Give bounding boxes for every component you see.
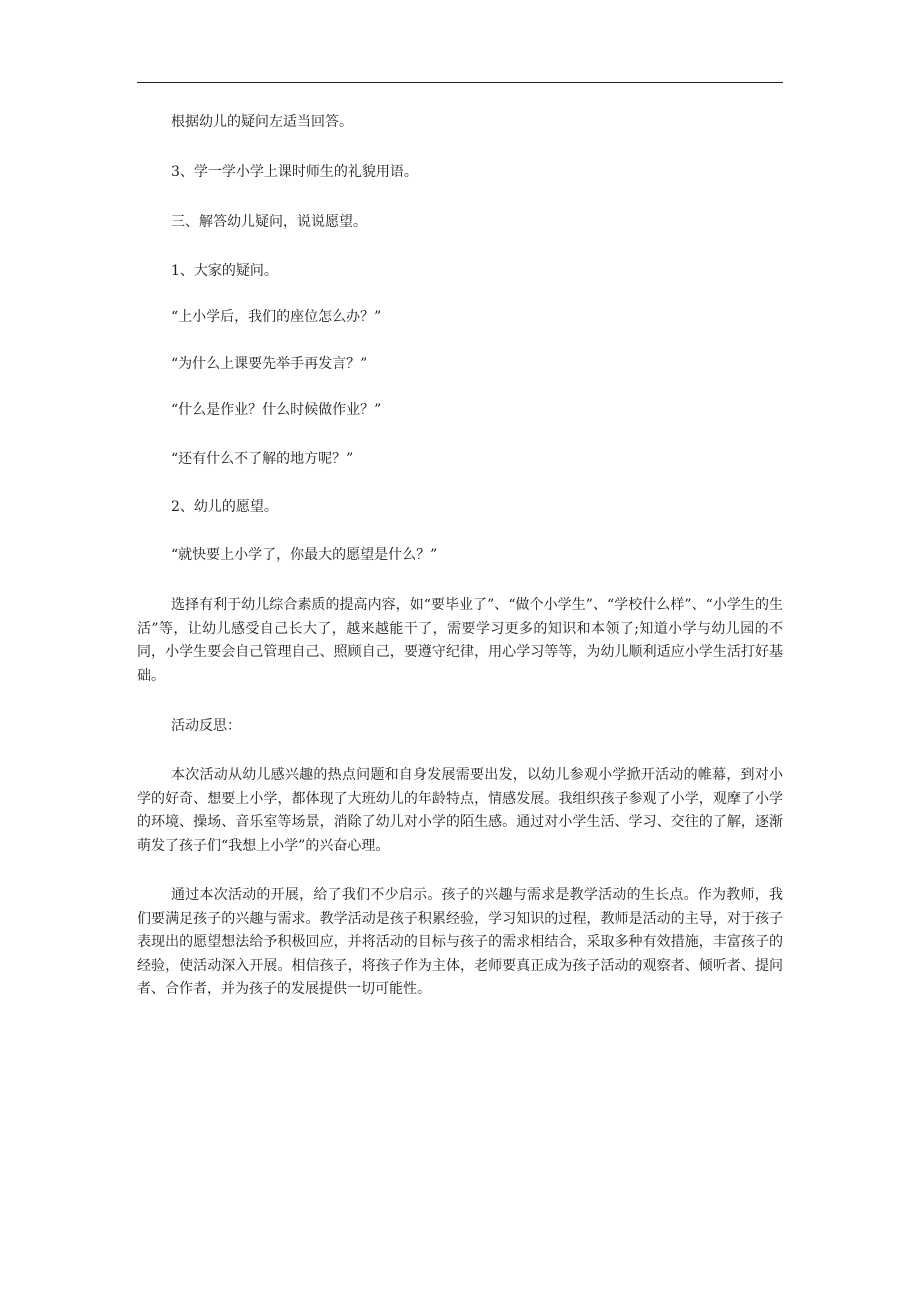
text-line: 1、大家的疑问。 (171, 263, 278, 279)
section-heading: 三、解答幼儿疑问，说说愿望。 (171, 214, 367, 230)
text-line: 2、幼儿的愿望。 (171, 499, 278, 515)
quote-line: “上小学后，我们的座位怎么办？” (171, 309, 382, 325)
quote-line: “就快要上小学了，你最大的愿望是什么？” (171, 547, 438, 563)
paragraph: 通过本次活动的开展，给了我们不少启示。孩子的兴趣与需求是教学活动的生长点。作为教师，我们要满足孩子的兴趣与需求。教学活动是孩子积累经验，学习知识的过程，教师是活动的主导，对于孩子表现出的愿望想法给予积极回应，并将活动的目标与孩子的需求相结合，采取多种有效措施，丰富孩子的经验，使活动深入开展。相信孩子，将孩子作为主体，老师要真正成为孩子活动的观察者、倾听者、提问者、合作者，并为孩子的发展提供一切可能性。 (137, 887, 783, 997)
quote-line: “什么是作业？什么时候做作业？” (171, 402, 382, 418)
text-line: 根据幼儿的疑问左适当回答。 (171, 114, 353, 130)
reflection-heading: 活动反思： (171, 718, 241, 734)
quote-line: “还有什么不了解的地方呢？” (171, 451, 354, 467)
text-line: 3、学一学小学上课时师生的礼貌用语。 (171, 164, 418, 180)
paragraph: 本次活动从幼儿感兴趣的热点问题和自身发展需要出发，以幼儿参观小学掀开活动的帷幕，到对小学的好奇、想要上小学，都体现了大班幼儿的年龄特点，情感发展。我组织孩子参观了小学，观摩了小学的环境、操场、音乐室等场景，消除了幼儿对小学的陌生感。通过对小学生活、学习、交往的了解，逐渐萌发了孩子们“我想上小学”的兴奋心理。 (137, 767, 783, 854)
header-rule (137, 82, 783, 83)
paragraph: 选择有利于幼儿综合素质的提高内容，如“要毕业了”、“做个小学生”、“学校什么样”、“小学生的生活”等，让幼儿感受自己长大了，越来越能干了，需要学习更多的知识和本领了;知道小学与幼儿园的不同，小学生要会自己管理自己、照顾自己，要遵守纪律，用心学习等等，为幼儿顺利适应小学生活打好基础。 (137, 597, 783, 684)
quote-line: “为什么上课要先举手再发言？” (171, 356, 368, 372)
